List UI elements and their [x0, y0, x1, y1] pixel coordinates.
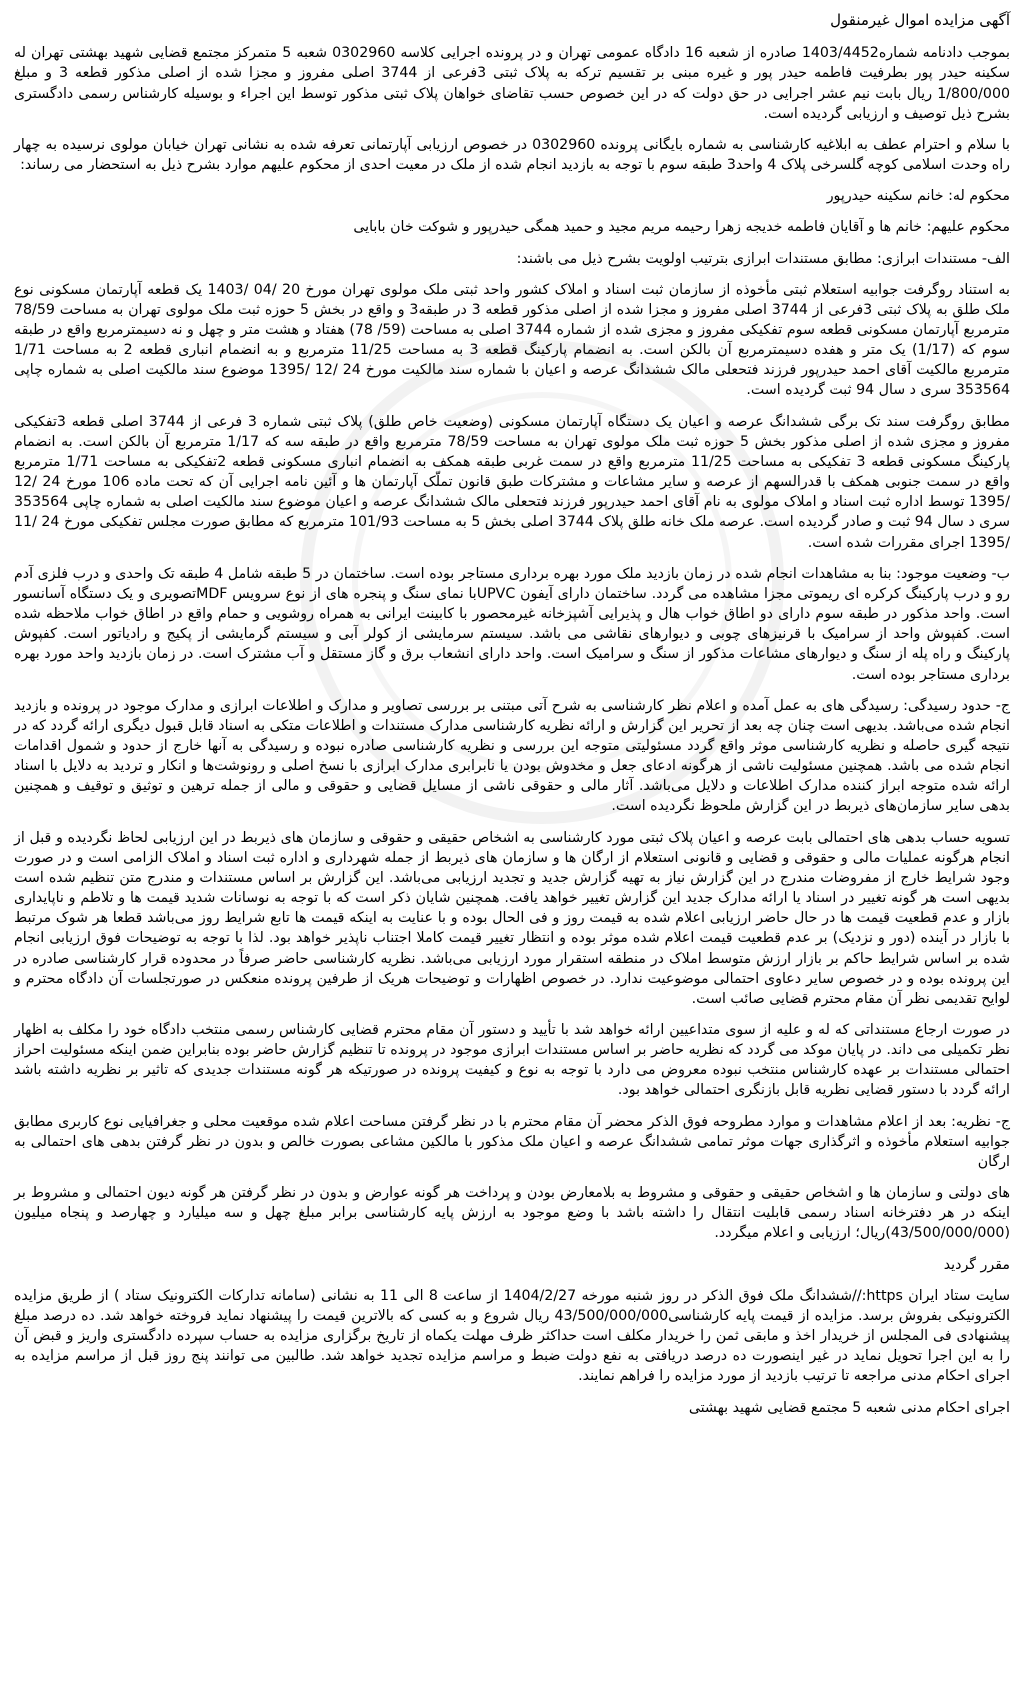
- paragraph-auction-terms: سایت ستاد ایران https://ششدانگ ملک فوق الذکر در روز شنبه مورخه 1404/2/27 از ساعت 8 الی 11 به نشانی (سامانه تدارکات الکترونیک ستاد ) از طریق مزایده الکترونیکی بفروش برسد. مزایده از قیمت پایه کارشناسی43/500/000/000 ریال شروع و به کسی که بالاترین قیمت را پیشنهاد نماید فروخته خواهد شد. ده درصد مبلغ پیشنهادی فی المجلس از خریدار اخذ و مابقی ثمن را خریدار مکلف است حداکثر ظرف مهلت یکماه از تاریخ برگزاری مزایده به حساب سپرده دادگستری واریز و قبض آن را به این اجرا تحویل نماید در غیر اینصورت ده درصد دریافتی به نفع دولت ضبط و مراسم مزایده تجدید خواهد شد. طالبین می توانند پنج روز قبل از مراسم مزایده به اجرای احکام مدنی مراجعه تا ترتیب بازدید از مورد مزایده را فراهم نمایند.: [14, 1287, 1010, 1385]
- paragraph-signature: اجرای احکام مدنی شعبه 5 مجتمع قضایی شهید بهشتی: [688, 1399, 1010, 1416]
- paragraph-registry-inquiry: به استناد روگرفت جوابیه استعلام ثبتی مأخوذه از سازمان ثبت اسناد و املاک کشور واحد ثبتی ملک مولوی تهران مورخ 20 /04 /1403 یک قطعه آپارتمان مسکونی نوع ملک طلق به پلاک ثبتی 3فرعی از 3744 اصلی مفروز و مجزا شده از اصلی مذکور قطعه 3 در طبقه3 و واقع در بخش 5 حوزه ثبت ملک مولوی تهران به مساحت 78/59 مترمربع آپارتمان مسکونی قطعه سوم تفکیکی مفروز و مجزی شده از شماره 3744 اصلی به مساحت (59/ 78) هفتاد و هشت متر و چهل و نه دسیمترمربع واقع در طبقه سوم که (1/17) یک متر و هفده دسیمترمربع آن بالکن است. به انضمام پارکینگ قطعه 3 به مساحت 11/25 مترمربع و به انضمام انباری قطعه 2 به مساحت 1/71 مترمربع مالکیت آقای احمد حیدرپور فرزند فتحعلی مالک ششدانگ عرصه و اعیان با شماره سند مالکیت مورخ 24 /12 /1395 موضوع سند مالکیت اصلی به شماره چاپی 353564 سری د سال 94 ثبت گردیده است.: [14, 281, 1011, 399]
- paragraph-referral: در صورت ارجاع مستنداتی که له و علیه از سوی متداعیین ارائه خواهد شد با تأیید و دستور آن مقام محترم قضایی کارشناس رسمی منتخب دادگاه خود را مکلف به اظهار نظر تکمیلی می داند. در پایان موکد می گردد که نظریه حاضر بر اساس مستندات ابرازی موجود در پرونده تا تنظیم گزارش حاضر بوده بنابراین ضمن اینکه مسئولیت احراز احتمالی مستندات بر عهده کارشناس منتخب نبوده معروض می دارد با توجه به نوع و کیفیت پرونده در صورتیکه هر گونه مستندات جدیدی که تاثیر بر نظریه داشته باشد ارائه گردد با دستور قضایی نظریه قابل بازنگری احتمالی خواهد بود.: [14, 1022, 1010, 1099]
- paragraph-title-deed: مطابق روگرفت سند تک برگی ششدانگ عرصه و اعیان یک دستگاه آپارتمان مسکونی (وضعیت خاص طلق) پلاک ثبتی شماره 3 فرعی از 3744 اصلی قطعه 3تفکیکی مفروز و مجزی شده از اصلی مذکور بخش 5 حوزه ثبت ملک مولوی تهران به مساحت 78/59 مترمربع واقع در طبقه سه که 1/17 مترمربع آن بالکن است. به انضمام پارکینگ مسکونی قطعه 3 تفکیکی به مساحت 11/25 مترمربع واقع در سمت غربی طبقه همکف به انضمام انباری مسکونی قطعه 2تفکیکی به مساحت 1/71 مترمربع واقع در سمت جنوبی همکف با قدرالسهم از عرصه و سایر مشاعات و مشترکات طبق قانون تملّک آپارتمان ها و آئین نامه اجرایی آن که تحت ماده 106 مورخ 24 /12 /1395 توسط اداره ثبت اسناد و املاک مولوی به نام آقای احمد حیدرپور فرزند فتحعلی مالک ششدانگ عرصه و اعیان موضوع سند مالکیت اصلی به شماره چاپی 353564 سری د سال 94 ثبت و صادر گردیده است. عرصه ملک خانه طلق پلاک 3744 اصلی بخش 5 به مساحت 101/93 مترمربع که مطابق صورت مجلس تفکیکی مورخ 24 /11 /1395 اجرای مقررات شده است.: [14, 413, 1010, 551]
- paragraph-scope: ج- حدود رسیدگی: رسیدگی های به عمل آمده و اعلام نظر کارشناسی به شرح آتی مبتنی بر بررسی تصاویر و مدارک و اطلاعات ابرازی و مدارک موجود در پرونده و بازدید انجام شده می‌باشد. بدیهی است چنان چه بعد از تحریر این گزارش و ارائه نظریه کارشناسی مدارک مستندات و اطلاعات متکی به اسناد قابل قبول دیگری ارائه گردد که در نتیجه گیری حاصله و نظریه کارشناسی موثر واقع گردد مسئولیتی متوجه این بررسی و نظریه کارشناسی صادره نبوده و رسیدگی به آنها خارج از حدود و شمول اقدامات انجام شده می باشد. همچنین مسئولیت ناشی از هرگونه ادعای جعل و مخدوش بودن یا نابرابری مدارک ابرازی با نسخ اصلی و رونوشت‌ها و انکار و تردید به دلایل با اسناد ارائه شده متوجه ابراز کننده مدارک اطلاعات و دلایل می‌باشد. آثار مالی و حقوقی ناشی از مسایل قضایی و حقوقی و مالی از جمله ترهین و توثیق و توقیف و همچنین بدهی سایر سازمان‌های ذیربط در این گزارش ملحوظ نگردیده است.: [14, 697, 1010, 815]
- paragraph-documents-heading: الف- مستندات ابرازی: مطابق مستندات ابرازی بترتیب اولویت بشرح ذیل می باشند:: [516, 250, 1010, 267]
- paragraph-intro: بموجب دادنامه شماره1403/4452 صادره از شعبه 16 دادگاه عمومی تهران و در پرونده اجرایی کلاسه 0302960 شعبه 5 متمرکز مجتمع قضایی شهید بهشتی تهران له سکینه حیدر پور بطرفیت فاطمه حیدر پور و غیره مبنی بر تقسیم ترکه به پلاک ثبتی 3فرعی از 3744 اصلی مفروز و مجزا شده از اصلی مذکور قطعه 3 و مبلغ 1/800/000 ریال بابت نیم عشر اجرایی در حق دولت که در این خصوص حسب تقاضای خواهان پلاک ثبتی مذکور توسط این اجراء و بوسیله کارشناس رسمی دادگستری بشرح ذیل توصیف و ارزیابی گردیده است.: [14, 45, 1011, 122]
- paragraph-current-status: ب- وضعیت موجود: بنا به مشاهدات انجام شده در زمان بازدید ملک مورد بهره برداری مستاجر بوده است. ساختمان در 5 طبقه شامل 4 طبقه تک واحدی و درب فلزی آدم رو و درب پارکینگ کرکره ای ریموتی مجزا مشاهده می گردد. ساختمان دارای آیفون UPVCبا نمای سنگ و پنجره های از نوع سرویس MDFتصویری و یک دستگاه آسانسور است. واحد مذکور در طبقه سوم دارای دو اطاق خواب هال و پذیرایی آشپزخانه غیرمحصور با کابینت ایرانی به همراه روشویی و حمام واقع در اطاق خواب ملاحظه شده است. کفپوش واحد از سرامیک با قرنیزهای چوبی و دیوارهای نقاشی می باشد. سیستم سرمایشی از کولر آبی و سیستم گرمایشی از پکیج و رادیاتور است. کفپوش پارکینگ و راه پله از سنگ و دیوارهای مشاعات مذکور از سنگ و سرامیک است. واحد دارای انشعاب برق و گاز مستقل و آب مشترک است. در زمان بازدید واحد مورد بهره برداری مستاجر بوده است.: [14, 565, 1010, 683]
- notice-title: آگهی مزایده اموال غیرمنقول: [830, 11, 1010, 29]
- paragraph-valuation: های دولتی و سازمان ها و اشخاص حقیقی و حقوقی و مشروط به بلامعارض بودن و پرداخت هر گونه عوارض و بدون در نظر گرفتن هر گونه دیون احتمالی و مشروط بر اینکه در هر دفترخانه اسناد رسمی قابلیت انتقال را داشته باشد با وضع موجود به ارزش پایه کارشناسی برابر مبلغ چهل و سه میلیارد و چهارصد و پنجاه میلیون (43/500/000/000)ریال؛ ارزیابی و اعلام میگردد.: [14, 1185, 1010, 1242]
- paragraph-judgment-creditor: محکوم له: خانم سکینه حیدرپور: [826, 188, 1010, 205]
- paragraph-greeting: با سلام و احترام عطف به ابلاغیه کارشناسی به شماره بایگانی پرونده 0302960 در خصوص ارزیابی آپارتمانی تعرفه شده به نشانی تهران خیابان مولوی نرسیده به چهار راه وحدت اسلامی کوچه گلسرخی پلاک 4 واحد3 طبقه سوم با توجه به بازدید انجام شده از ملک در معیت احدی از محکوم علیهم موارد بشرح ذیل به استحضار می رساند:: [14, 136, 1010, 174]
- paragraph-debts: تسویه حساب بدهی های احتمالی بابت عرصه و اعیان پلاک ثبتی مورد کارشناسی به اشخاص حقیقی و حقوقی و سازمان های ذیربط در این ارزیابی لحاظ نگردیده و قبل از انجام هرگونه عملیات مالی و حقوقی و قضایی و قانونی استعلام از ارگان ها و سازمان های ذیربط از جمله شهرداری و اداره ثبت اسناد و املاک الزامی است و در صورت وجود شرایط خارج از مفروضات مندرج در این گزارش نیاز به تهیه گزارش جدید و تجدید ارزیابی می‌باشد. این گزارش بر اساس مستندات و مندرج متن تنظیم شده است بدیهی است هر گونه تغییر در اسناد یا ارائه مدارک جدید این گزارش تغییر خواهد یافت. همچنین شایان ذکر است که با توجه به نوسانات شدید قیمت ها و تلاطم و ناپایداری بازار و عدم قطعیت قیمت ها در حال حاضر ارزیابی اعلام شده به قیمت روز و فی الحال بوده و با عنایت به اینکه قیمت ها تابع شرایط روز می‌باشد قطعا هر شوک مرتبط با بازار در آینده (دور و نزدیک) بر عدم قطعیت قیمت اعلام شده موثر بوده و انتظار تغییر قیمت کاملا اجتناب ناپذیر خواهد بود. لذا با توجه به توضیحات فوق ارزیابی انجام شده بر اساس شرایط حاکم بر بازار ارزش متوسط املاک در منطقه استقرار مورد ارزیابی می‌باشد. نظریه کارشناسی حاضر صرفاً در محدوده قرار کارشناسی صادره در این پرونده بوده و در خصوص سایر دعاوی احتمالی موضوعیت ندارد. در خصوص اظهارات و توضیحات هریک از طرفین پرونده منعکس در صورتجلسات آن دادگاه محترم و لوایح تقدیمی نظر آن مقام محترم قضایی صائب است.: [14, 829, 1010, 1007]
- paragraph-judgment-debtors: محکوم علیهم: خانم ها و آقایان فاطمه خدیجه زهرا رحیمه مریم مجید و حمید همگی حیدرپور و شوکت خان بابایی: [353, 219, 1010, 236]
- paragraph-opinion: ج- نظریه: بعد از اعلام مشاهدات و موارد مطروحه فوق الذکر محضر آن مقام محترم با در نظر گرفتن مساحت اعلام شده موقعیت محلی و جغرافیایی نوع کاربری مطابق جوابیه استعلام مأخوذه و اثرگذاری جهات موثر تمامی ششدانگ عرصه و اعیان ملک مذکور با مالکین مشاعی بصورت خالص و بدون در نظر گرفتن بدهی های احتمالی به ارگان: [14, 1113, 1010, 1170]
- paragraph-decided: مقرر گردید: [943, 1256, 1010, 1273]
